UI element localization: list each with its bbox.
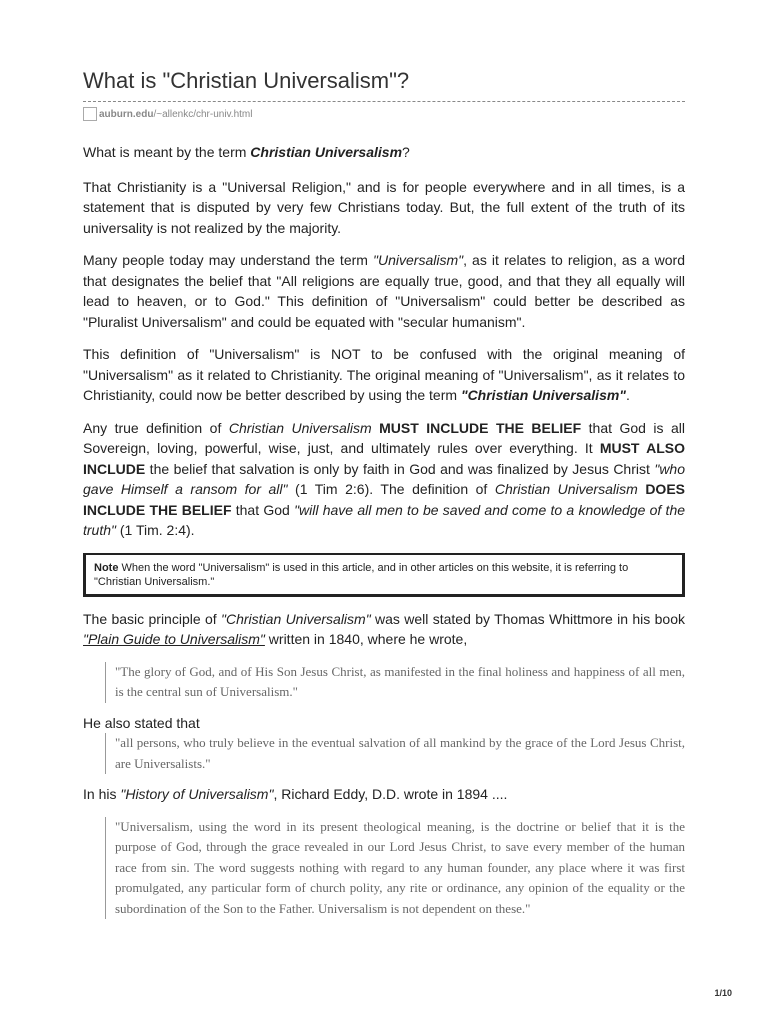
text: , as it relates to religion, as a word that designates the belief that "All religions are equally true, good, and that they all equally will lead to heaven, or to God." This definition of "Universalism" could better be described as "Pluralist Universalism" and could be equated with "secular humanism". [83,252,686,330]
text: the belief that salvation is only by faith in God and was finalized by Jesus Christ [145,460,655,477]
paragraph-7: He also stated that [83,714,200,731]
scripture-quote: "who gave Himself a ransom for all" [83,460,685,497]
emphasis: "Christian Universalism" [221,610,371,627]
emphasis: Christian Universalism [228,419,372,436]
favicon-icon [83,107,97,121]
text: , Richard Eddy, D.D. wrote in 1894 .... [273,786,508,802]
text: Many people today may understand the term [83,252,374,268]
text: (1 Tim 2:6). The definition of [287,481,495,497]
blockquote-3: "Universalism, using the word in its present theological meaning, is the doctrine or belief that it is the purpose of God, through the grace revealed in our Lord Jesus Christ, to save every member of the human race from sin. The word suggests nothing with regard to any human founder, any place where it was first promulgated, any particular form of church polity, any rite or ordinance, any opinion of the equality or the subordination of the Son to the Father. Universalism is not dependent on these." [105,817,685,920]
paragraph-3 [83,250,685,332]
blockquote-1: "The glory of God, and of His Son Jesus Christ, as manifested in the final holiness and happiness of all men, is the central sun of Universalism." [105,662,685,703]
text: The basic principle of [83,610,222,627]
emphasis: "History of Universalism" [120,786,274,802]
book-link[interactable]: "Plain Guide to Universalism" [83,631,265,647]
page-number: 1/10 [714,988,732,998]
paragraph-4 [83,344,685,406]
paragraph-1 [83,142,685,163]
source-path: /~allenkc/chr-univ.html [153,109,253,120]
source-url[interactable] [83,106,252,124]
title-divider [83,101,685,102]
paragraph-6 [83,609,685,650]
scripture-quote: "will have all men to be saved and come to a knowledge of the truth" [83,501,686,538]
emphasis: Christian Universalism [494,481,638,497]
paragraph-5 [83,418,685,541]
strong: MUST ALSO INCLUDE [83,440,685,477]
note-label: Note [94,561,119,574]
emphasis: "Christian Universalism" [460,387,626,403]
text: Any true definition of [83,419,229,436]
text: ? [402,144,410,160]
note-box [83,553,685,597]
source-domain: auburn.edu [99,109,154,120]
text: This definition of "Universalism" is NOT to be confused with the original meaning of "Universalism" as it related to Christianity. The original meaning of "Universalism", as it relates to Christianity, could now be better described by using the term [83,346,685,403]
paragraph-8 [83,784,685,805]
paragraph-2: That Christianity is a "Universal Religion," and is for people everywhere and in all times, is a statement that is disputed by very few Christians today. But, the full extent of the truth of its universality is not realized by the majority. [83,178,685,236]
emphasis: Christian Universalism [250,144,403,160]
text: was well stated by Thomas Whittmore in his book [370,610,685,627]
note-text: When the word "Universalism" is used in this article, and in other articles on this website, it is referring to "Christian Universalism." [94,561,629,588]
text: . [625,387,630,403]
page-title: What is "Christian Universalism"? [83,68,410,93]
blockquote-2: "all persons, who truly believe in the eventual salvation of all mankind by the grace of the Lord Jesus Christ, are Universalists." [105,733,685,774]
text: What is meant by the term [83,144,251,160]
text: that God is all Sovereign, loving, powerful, wise, just, and ultimately rules over everything. It [83,419,685,456]
strong: MUST INCLUDE THE BELIEF [379,419,582,436]
text: (1 Tim. 2:4). [115,522,195,538]
strong: DOES INCLUDE THE BELIEF [83,481,685,518]
text: that God [231,501,295,518]
article-body [83,142,685,929]
text: written in 1840, where he wrote, [264,631,468,647]
emphasis: "Universalism" [373,252,464,268]
text: In his [83,786,121,802]
